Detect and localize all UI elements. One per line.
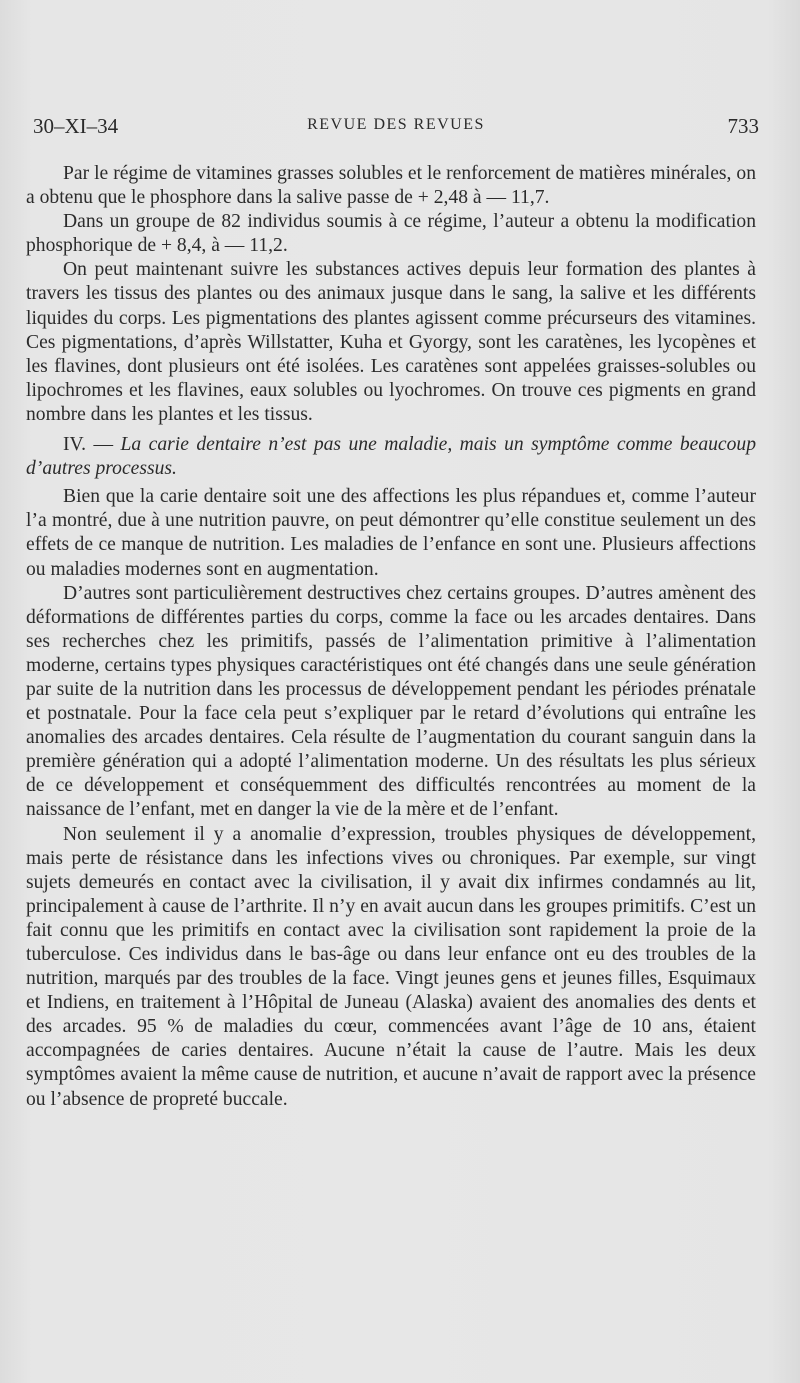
- section-heading: [26, 433, 756, 481]
- paragraph-destructives: D’autres sont particulièrement destructives chez certains groupes. D’autres amènent des déformations de différentes parties du corps, comme la face ou les arcades dentaires. Dans ses recherches chez les primitifs, passés de l’alimentation primitive à l’alimentation moderne, certains types physiques caractéristiques ont été changés dans une seule génération par suite de la nutrition dans les processus de développement pendant les périodes prénatale et postnatale. Pour la face cela peut s’expliquer par le retard d’évolutions qui entraîne les anomalies des arcades dentaires. Cela résulte de l’augmentation du courant sanguin dans la première génération qui a adopté l’alimentation moderne. Un des résultats les plus sérieux de ce développement et conséquemment des difficultés rencontrées au moment de la naissance de l’enfant, met en danger la vie de la mère et de l’enfant.: [26, 582, 756, 821]
- page-number: 733: [727, 114, 759, 138]
- paragraph-carie-dentaire: Bien que la carie dentaire soit une des affections les plus répandues et, comme l’auteur l’a montré, due à une nutrition pauvre, on peut démontrer qu’elle constitue seulement un des effets de ce manque de nutrition. Les maladies de l’enfance en sont une. Plusieurs affections ou maladies modernes sont en augmentation.: [26, 486, 756, 580]
- section-title: La carie dentaire n’est pas une maladie, mais un symptôme comme beaucoup d’autres processus.: [26, 434, 757, 480]
- paragraph-anomalie-expression: Non seulement il y a anomalie d’expression, troubles physiques de développement, mais perte de résistance dans les infections vives ou chroniques. Par exemple, sur vingt sujets demeurés en contact avec la civilisation, il y avait dix infirmes condamnés au lit, principalement à cause de l’arthrite. Il n’y en avait aucun dans les groupes primitifs. C’est un fait connu que les primitifs en contact avec la civilisation sont rapidement la proie de la tuberculose. Ces individus dans le bas-âge ou dans leur enfance ont eu des troubles de la nutrition, marqués par des troubles de la face. Vingt jeunes gens et jeunes filles, Esquimaux et Indiens, en traitement à l’Hôpital de Juneau (Alaska) avaient des anomalies des dents et des arcades. 95 % de maladies du cœur, commencées avant l’âge de 10 ans, étaient accompagnées de caries dentaires. Aucune n’était la cause de l’autre. Mais les deux symptômes avaient la même cause de nutrition, et aucune n’avait de rapport avec la présence ou l’absence de propreté buccale.: [26, 823, 756, 1110]
- running-header: [33, 114, 759, 144]
- paragraph-substances-actives: On peut maintenant suivre les substances actives depuis leur formation des plantes à travers les tissus des plantes ou des animaux jusque dans le sang, la salive et les différents liquides du corps. Les pigmentations des plantes agissent comme précurseurs des vitamines. Ces pigmentations, d’après Willstatter, Kuha et Gyorgy, sont les caratènes, les lycopènes et les flavines, dont plusieurs ont été isolées. Les caratènes sont appelées graisses-solubles ou lipochromes et les flavines, eaux solubles ou lyochromes. On trouve ces pigments en grand nombre dans les plantes et les tissus.: [26, 259, 756, 425]
- header-date: 30–XI–34: [33, 114, 119, 138]
- header-title: REVUE DES REVUES: [307, 116, 485, 133]
- paragraph-groupe-82: Dans un groupe de 82 individus soumis à ce régime, l’auteur a obtenu la modification phosphorique de + 8,4, à — 11,2.: [26, 211, 756, 257]
- section-number: IV. —: [63, 434, 114, 456]
- paragraph-phosphore-salive: Par le régime de vitamines grasses solubles et le renforcement de matières minérales, on a obtenu que le phosphore dans la salive passe de + 2,48 à — 11,7.: [26, 163, 756, 209]
- body-text: [26, 162, 756, 1112]
